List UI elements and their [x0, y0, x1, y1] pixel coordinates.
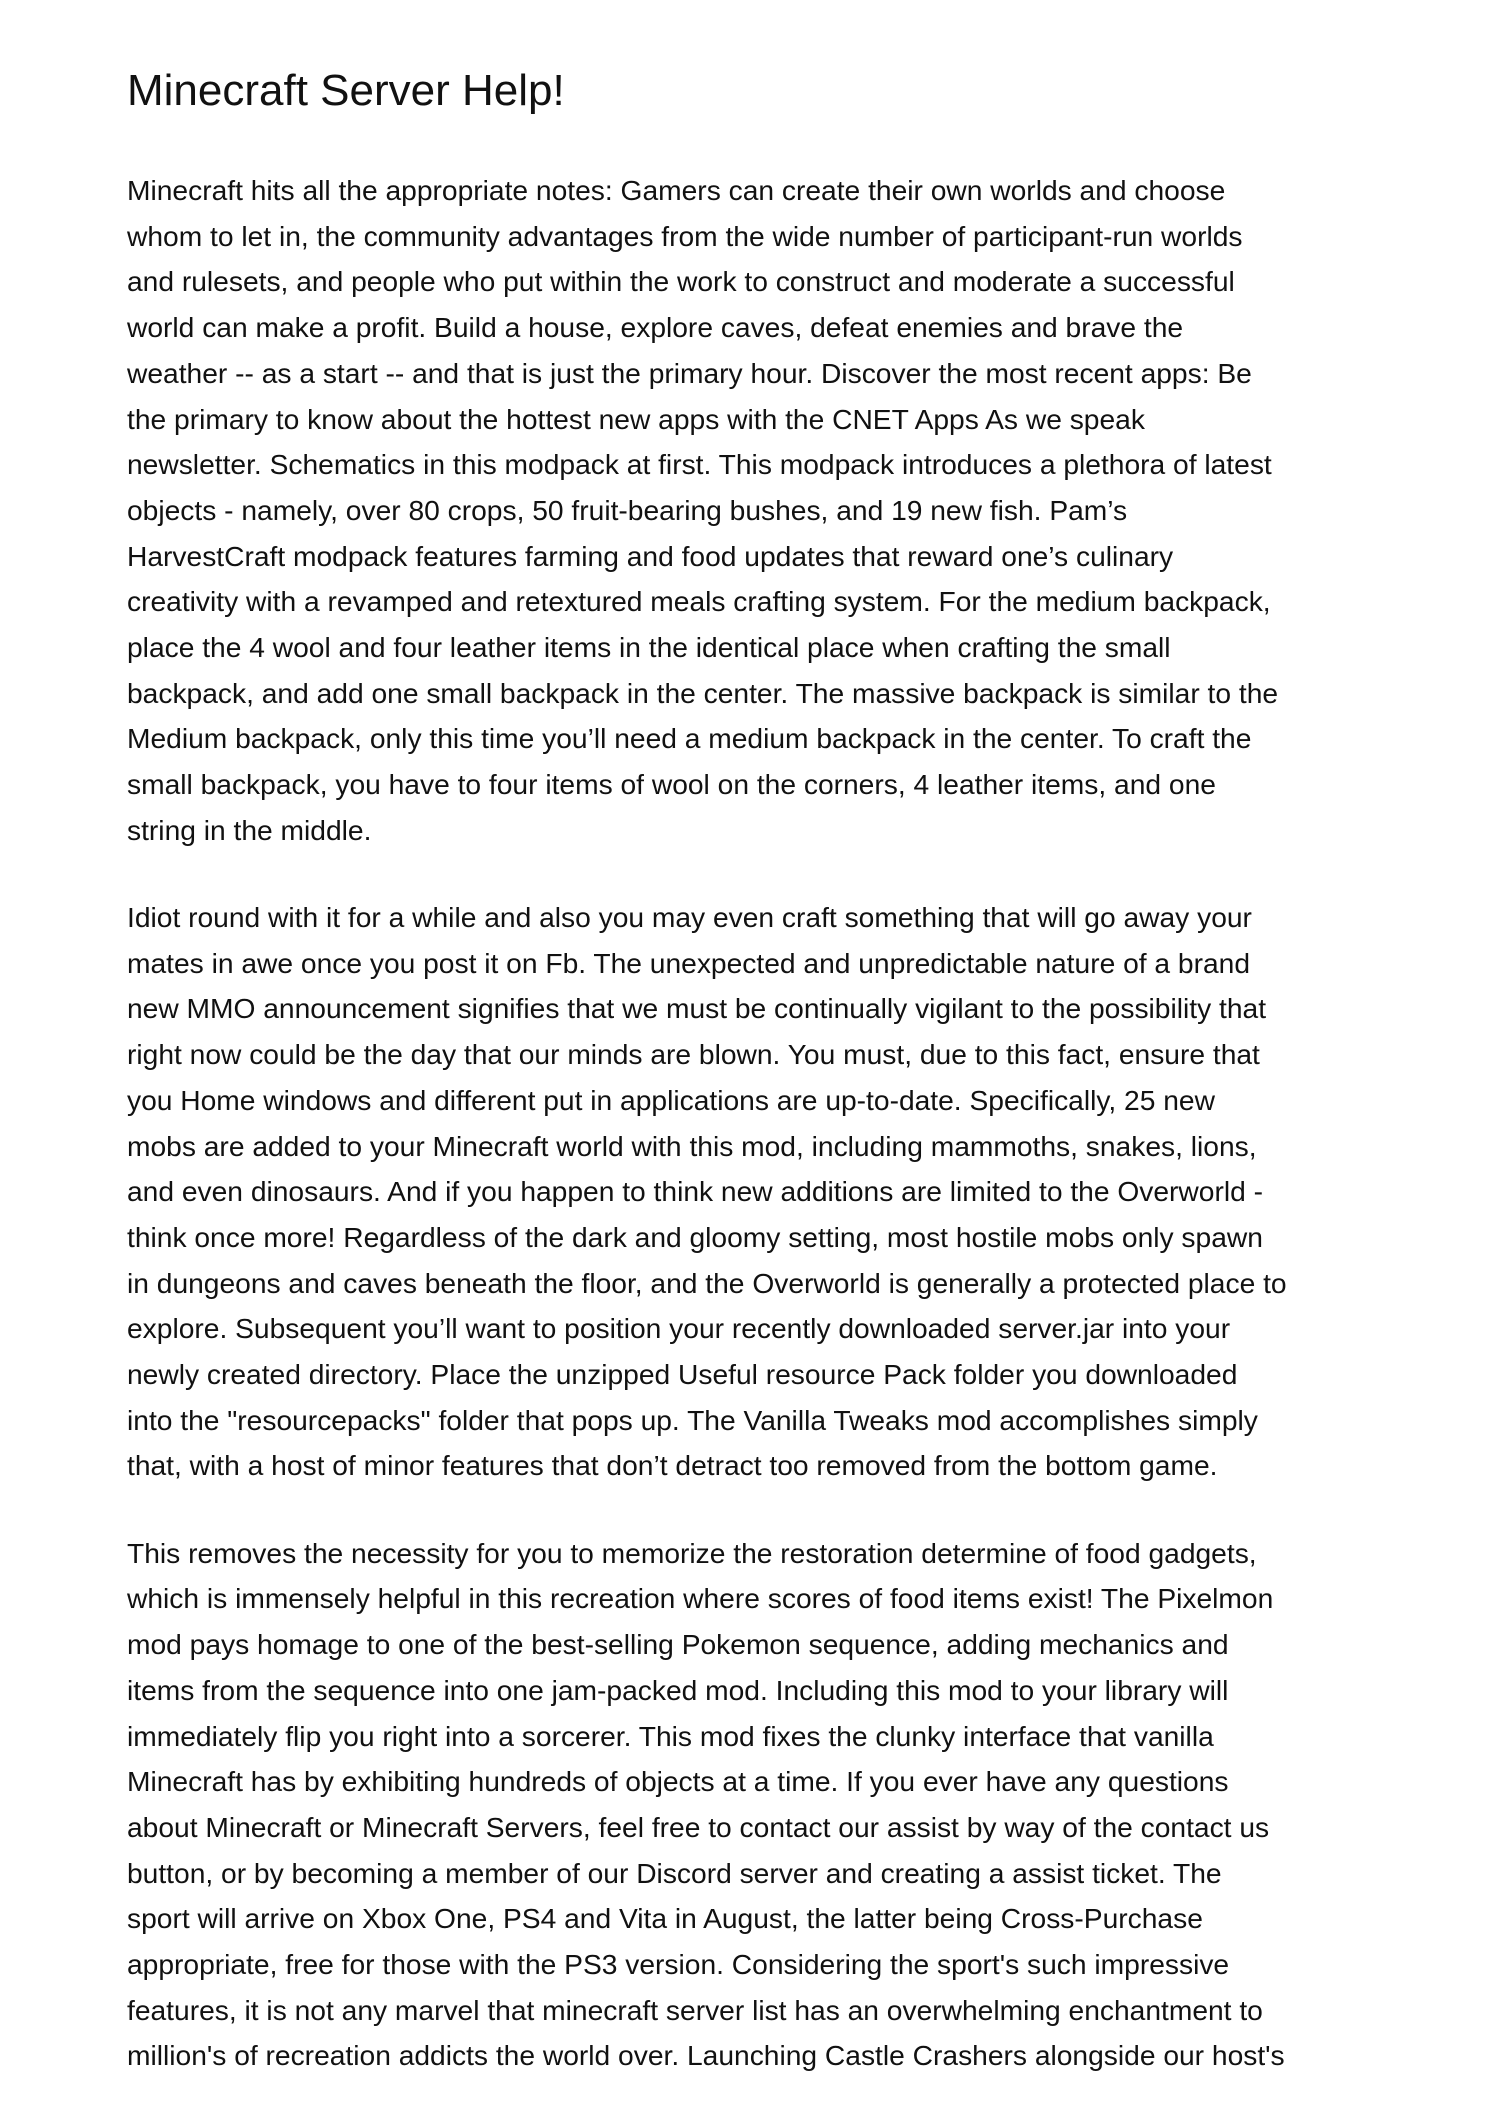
paragraph-line: which is immensely helpful in this recreation where scores of food items exist! The Pixelmon: [127, 1582, 1274, 1615]
paragraph-line: button, or by becoming a member of our Discord server and creating a assist ticket. The: [127, 1856, 1222, 1889]
paragraph-line: that, with a host of minor features that don’t detract too removed from the bottom game.: [127, 1449, 1218, 1482]
paragraph-line: mod pays homage to one of the best-selling Pokemon sequence, adding mechanics and: [127, 1628, 1229, 1661]
paragraph-line: million's of recreation addicts the world over. Launching Castle Crashers alongside our host's: [127, 2039, 1285, 2072]
paragraph-line: newly created directory. Place the unzipped Useful resource Pack folder you downloaded: [127, 1358, 1238, 1391]
paragraph-line: objects - namely, over 80 crops, 50 fruit-bearing bushes, and 19 new fish. Pam’s: [127, 493, 1128, 526]
paragraph-line: Idiot round with it for a while and also you may even craft something that will go away your: [127, 901, 1252, 934]
paragraph-line: backpack, and add one small backpack in the center. The massive backpack is similar to the: [127, 676, 1279, 709]
paragraph-line: you Home windows and different put in applications are up-to-date. Specifically, 25 new: [127, 1083, 1215, 1116]
paragraph-line: immediately flip you right into a sorcerer. This mod fixes the clunky interface that vanilla: [127, 1719, 1214, 1752]
paragraph: [127, 1531, 1287, 2079]
paragraph-line: small backpack, you have to four items of wool on the corners, 4 leather items, and one: [127, 768, 1216, 801]
paragraph-line: appropriate, free for those with the PS3 version. Considering the sport's such impressive: [127, 1948, 1230, 1981]
paragraph-line: place the 4 wool and four leather items in the identical place when crafting the small: [127, 631, 1171, 664]
paragraph-line: Minecraft hits all the appropriate notes: Gamers can create their own worlds and choose: [127, 174, 1226, 206]
paragraph-line: weather -- as a start -- and that is just the primary hour. Discover the most recent apps: Be: [127, 356, 1252, 389]
paragraph-line: This removes the necessity for you to memorize the restoration determine of food gadgets,: [127, 1536, 1257, 1569]
paragraph-line: new MMO announcement signifies that we must be continually vigilant to the possibility that: [127, 992, 1267, 1025]
article-body: [127, 168, 1287, 2121]
paragraph: [127, 895, 1287, 1489]
paragraph-line: the primary to know about the hottest new apps with the CNET Apps As we speak: [127, 402, 1145, 435]
paragraph-line: HarvestCraft modpack features farming and food updates that reward one’s culinary: [127, 539, 1174, 572]
paragraph-line: think once more! Regardless of the dark and gloomy setting, most hostile mobs only spawn: [127, 1220, 1263, 1253]
paragraph-line: string in the middle.: [127, 813, 372, 846]
page-title: Minecraft Server Help!: [127, 66, 565, 115]
paragraph-line: in dungeons and caves beneath the floor, and the Overworld is generally a protected place to: [127, 1266, 1287, 1299]
paragraph-line: whom to let in, the community advantages from the wide number of participant-run worlds: [127, 219, 1243, 252]
paragraph-line: Minecraft has by exhibiting hundreds of objects at a time. If you ever have any questions: [127, 1765, 1229, 1798]
paragraph-line: newsletter. Schematics in this modpack at first. This modpack introduces a plethora of latest: [127, 448, 1272, 481]
paragraph-line: mates in awe once you post it on Fb. The unexpected and unpredictable nature of a brand: [127, 946, 1251, 979]
paragraph-line: sport will arrive on Xbox One, PS4 and Vita in August, the latter being Cross-Purchase: [127, 1902, 1203, 1935]
paragraph-line: world can make a profit. Build a house, explore caves, defeat enemies and brave the: [127, 311, 1184, 344]
paragraph-line: right now could be the day that our minds are blown. You must, due to this fact, ensure that: [127, 1038, 1260, 1071]
paragraph-line: Medium backpack, only this time you’ll need a medium backpack in the center. To craft the: [127, 722, 1252, 755]
paragraph-line: into the "resourcepacks" folder that pops up. The Vanilla Tweaks mod accomplishes simply: [127, 1403, 1258, 1436]
paragraph-line: creativity with a revamped and retextured meals crafting system. For the medium backpack,: [127, 585, 1271, 618]
paragraph-line: features, it is not any marvel that minecraft server list has an overwhelming enchantment to: [127, 1993, 1263, 2026]
paragraph-line: items from the sequence into one jam-packed mod. Including this mod to your library will: [127, 1673, 1229, 1706]
paragraph-line: and rulesets, and people who put within the work to construct and moderate a successful: [127, 265, 1235, 298]
paragraph-line: about Minecraft or Minecraft Servers, feel free to contact our assist by way of the contact us: [127, 1810, 1270, 1843]
paragraph-line: mobs are added to your Minecraft world with this mod, including mammoths, snakes, lions,: [127, 1129, 1257, 1162]
paragraph-line: and even dinosaurs. And if you happen to think new additions are limited to the Overworld -: [127, 1175, 1264, 1208]
paragraph-line: explore. Subsequent you’ll want to position your recently downloaded server.jar into your: [127, 1312, 1231, 1345]
paragraph: [127, 168, 1287, 854]
